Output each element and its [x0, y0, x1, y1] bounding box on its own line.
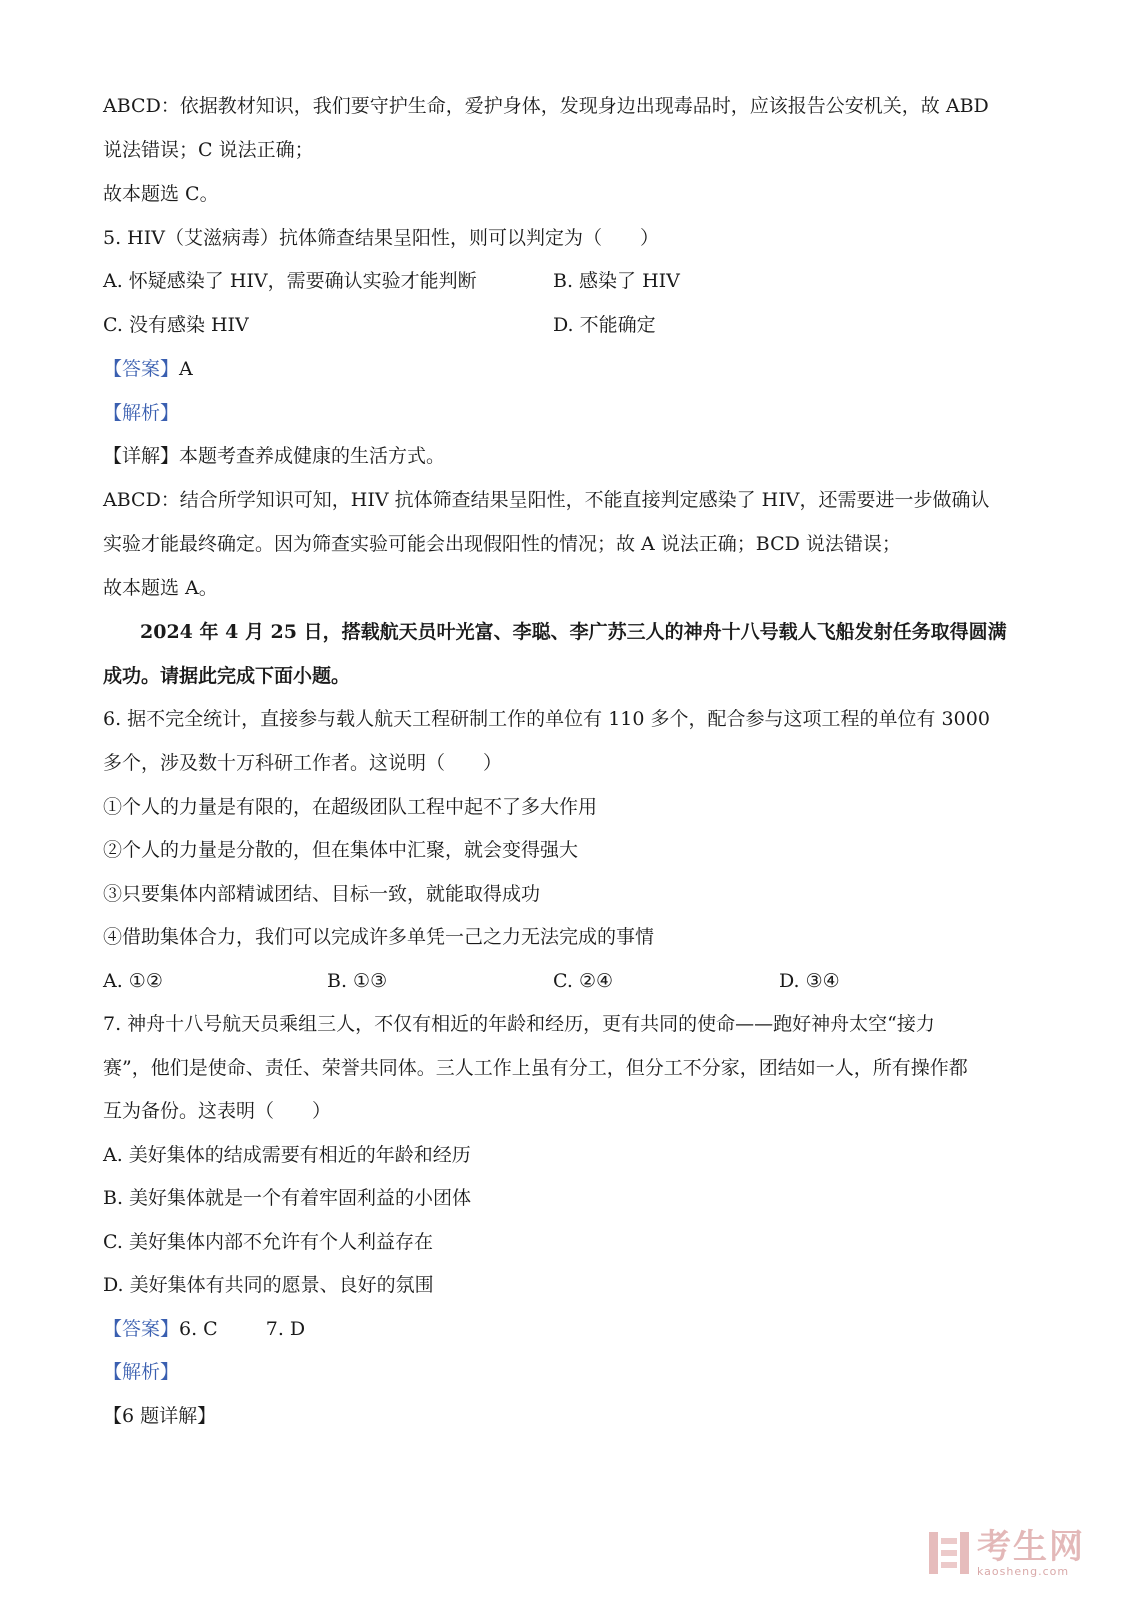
q6-detail-heading: 【6 题详解】: [103, 1405, 217, 1427]
answer-value: A: [179, 358, 193, 380]
q5-conclusion: 故本题选 A。: [103, 577, 218, 599]
q5-answer: [103, 356, 193, 382]
q7-option-d: D. 美好集体有共同的愿景、良好的氛围: [103, 1274, 434, 1296]
q6-stem-line-2: 多个，涉及数十万科研工作者。这说明（ ）: [103, 752, 503, 774]
prev-explanation-line-1: ABCD：依据教材知识，我们要守护生命，爱护身体，发现身边出现毒品时，应该报告公安机关，故 ABD: [103, 95, 989, 117]
q5-detail: 【详解】本题考查养成健康的生活方式。: [103, 445, 446, 467]
q6-option-d: D. ③④: [779, 970, 840, 992]
material-line-2: 成功。请据此完成下面小题。: [103, 665, 351, 687]
q6-statement-4: ④借助集体合力，我们可以完成许多单凭一己之力无法完成的事情: [103, 926, 655, 948]
answer-tag: 【答案】: [103, 1318, 180, 1340]
watermark-url: kaosheng.com: [977, 1564, 1070, 1578]
material-line-1: 2024 年 4 月 25 日，搭载航天员叶光富、李聪、李广苏三人的神舟十八号载人飞船发射任务取得圆满: [140, 621, 1007, 643]
answer-6: 6. C: [179, 1318, 218, 1340]
q5-explanation-line-1: ABCD：结合所学知识可知，HIV 抗体筛查结果呈阳性，不能直接判定感染了 HIV，还需要进一步做确认: [103, 489, 990, 511]
prev-explanation-line-2: 说法错误；C 说法正确；: [103, 139, 314, 161]
q6-option-a: A. ①②: [103, 970, 163, 992]
q7-stem-line-3: 互为备份。这表明（ ）: [103, 1100, 332, 1122]
q5-option-b: B. 感染了 HIV: [553, 270, 680, 292]
q7-stem-line-2: 赛”，他们是使命、责任、荣誉共同体。三人工作上虽有分工，但分工不分家，团结如一人，所有操作都: [103, 1057, 968, 1079]
q6-option-c: C. ②④: [553, 970, 614, 992]
q7-stem-line-1: 7. 神舟十八号航天员乘组三人，不仅有相近的年龄和经历，更有共同的使命——跑好神舟太空“接力: [103, 1013, 935, 1035]
q6-statement-1: ①个人的力量是有限的，在超级团队工程中起不了多大作用: [103, 796, 598, 818]
answers-analysis-tag: 【解析】: [103, 1361, 180, 1383]
logo-icon: [927, 1530, 971, 1576]
q6-statement-2: ②个人的力量是分散的，但在集体中汇聚，就会变得强大: [103, 839, 579, 861]
q5-option-d: D. 不能确定: [553, 314, 656, 336]
q6-option-b: B. ①③: [327, 970, 388, 992]
q7-option-b: B. 美好集体就是一个有着牢固利益的小团体: [103, 1187, 472, 1209]
q6-statement-3: ③只要集体内部精诚团结、目标一致，就能取得成功: [103, 883, 541, 905]
q5-option-a: A. 怀疑感染了 HIV，需要确认实验才能判断: [103, 270, 477, 292]
watermark-text: 考生网: [977, 1526, 1085, 1567]
watermark-logo: [927, 1528, 1103, 1578]
q5-stem: 5. HIV（艾滋病毒）抗体筛查结果呈阳性，则可以判定为（ ）: [103, 227, 659, 249]
q6-stem-line-1: 6. 据不完全统计，直接参与载人航天工程研制工作的单位有 110 多个，配合参与这项工程的单位有 3000: [103, 708, 990, 730]
answer-7: 7. D: [265, 1318, 306, 1340]
answers-6-7: [103, 1316, 305, 1342]
q5-explanation-line-2: 实验才能最终确定。因为筛查实验可能会出现假阳性的情况；故 A 说法正确；BCD 说法错误；: [103, 533, 901, 555]
prev-conclusion: 故本题选 C。: [103, 183, 219, 205]
q7-option-c: C. 美好集体内部不允许有个人利益存在: [103, 1231, 433, 1253]
answer-tag: 【答案】: [103, 358, 180, 380]
q7-option-a: A. 美好集体的结成需要有相近的年龄和经历: [103, 1144, 471, 1166]
q5-option-c: C. 没有感染 HIV: [103, 314, 249, 336]
q5-analysis-tag: 【解析】: [103, 402, 180, 424]
